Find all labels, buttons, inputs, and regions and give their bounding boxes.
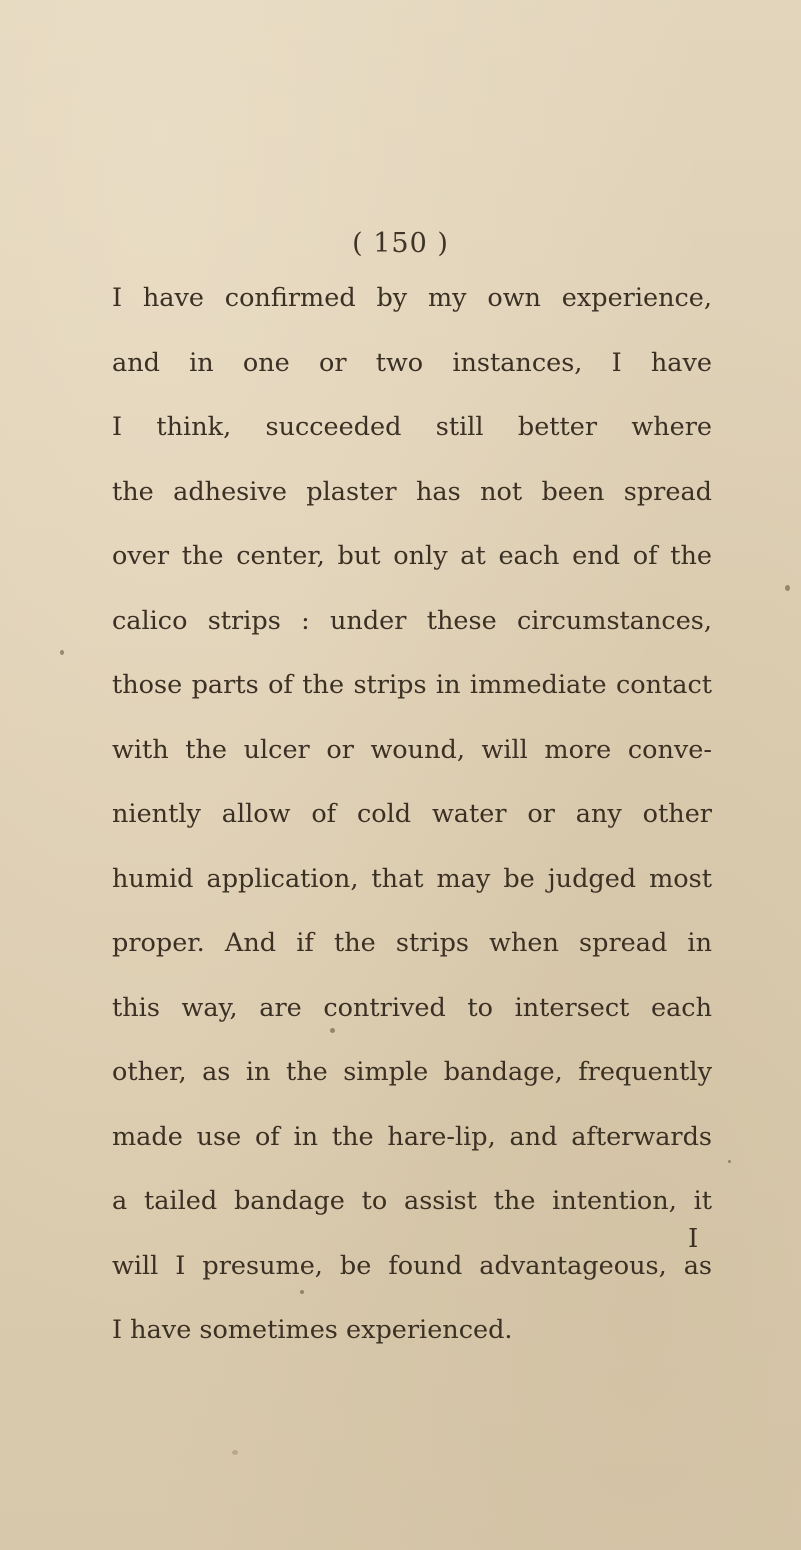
body-paragraph <box>112 266 712 1363</box>
paper-speck <box>330 1028 335 1033</box>
text-line: over the center, but only at each end of the <box>112 541 712 571</box>
text-line: other, as in the simple bandage, frequently <box>112 1057 712 1087</box>
text-line: niently allow of cold water or any other <box>112 799 712 829</box>
paper-speck <box>785 585 790 591</box>
text-line: the adhesive plaster has not been spread <box>112 476 712 507</box>
text-line: I have sometimes experienced. <box>112 1315 513 1345</box>
text-line: and in one or two instances, I have <box>112 347 712 378</box>
catchword: I <box>688 1224 699 1254</box>
paper-speck <box>232 1450 238 1455</box>
text-line: those parts of the strips in immediate contact <box>112 670 712 700</box>
text-line: a tailed bandage to assist the intention, it <box>112 1186 712 1216</box>
paper-speck <box>300 1290 304 1294</box>
text-line: will I presume, be found advantageous, as <box>112 1250 712 1281</box>
text-line: with the ulcer or wound, will more conve- <box>112 734 712 765</box>
text-line: humid application, that may be judged most <box>112 863 712 894</box>
text-line: I think, succeeded still better where <box>112 412 712 442</box>
text-line: I have confirmed by my own experience, <box>112 283 712 313</box>
text-line: proper. And if the strips when spread in <box>112 928 712 958</box>
text-line: this way, are contrived to intersect each <box>112 992 712 1023</box>
text-line: made use of in the hare-lip, and afterwards <box>112 1121 712 1152</box>
paper-speck <box>60 650 64 655</box>
paper-speck <box>728 1160 731 1163</box>
text-line: calico strips : under these circumstances, <box>112 605 712 636</box>
page-number: ( 150 ) <box>352 228 449 259</box>
